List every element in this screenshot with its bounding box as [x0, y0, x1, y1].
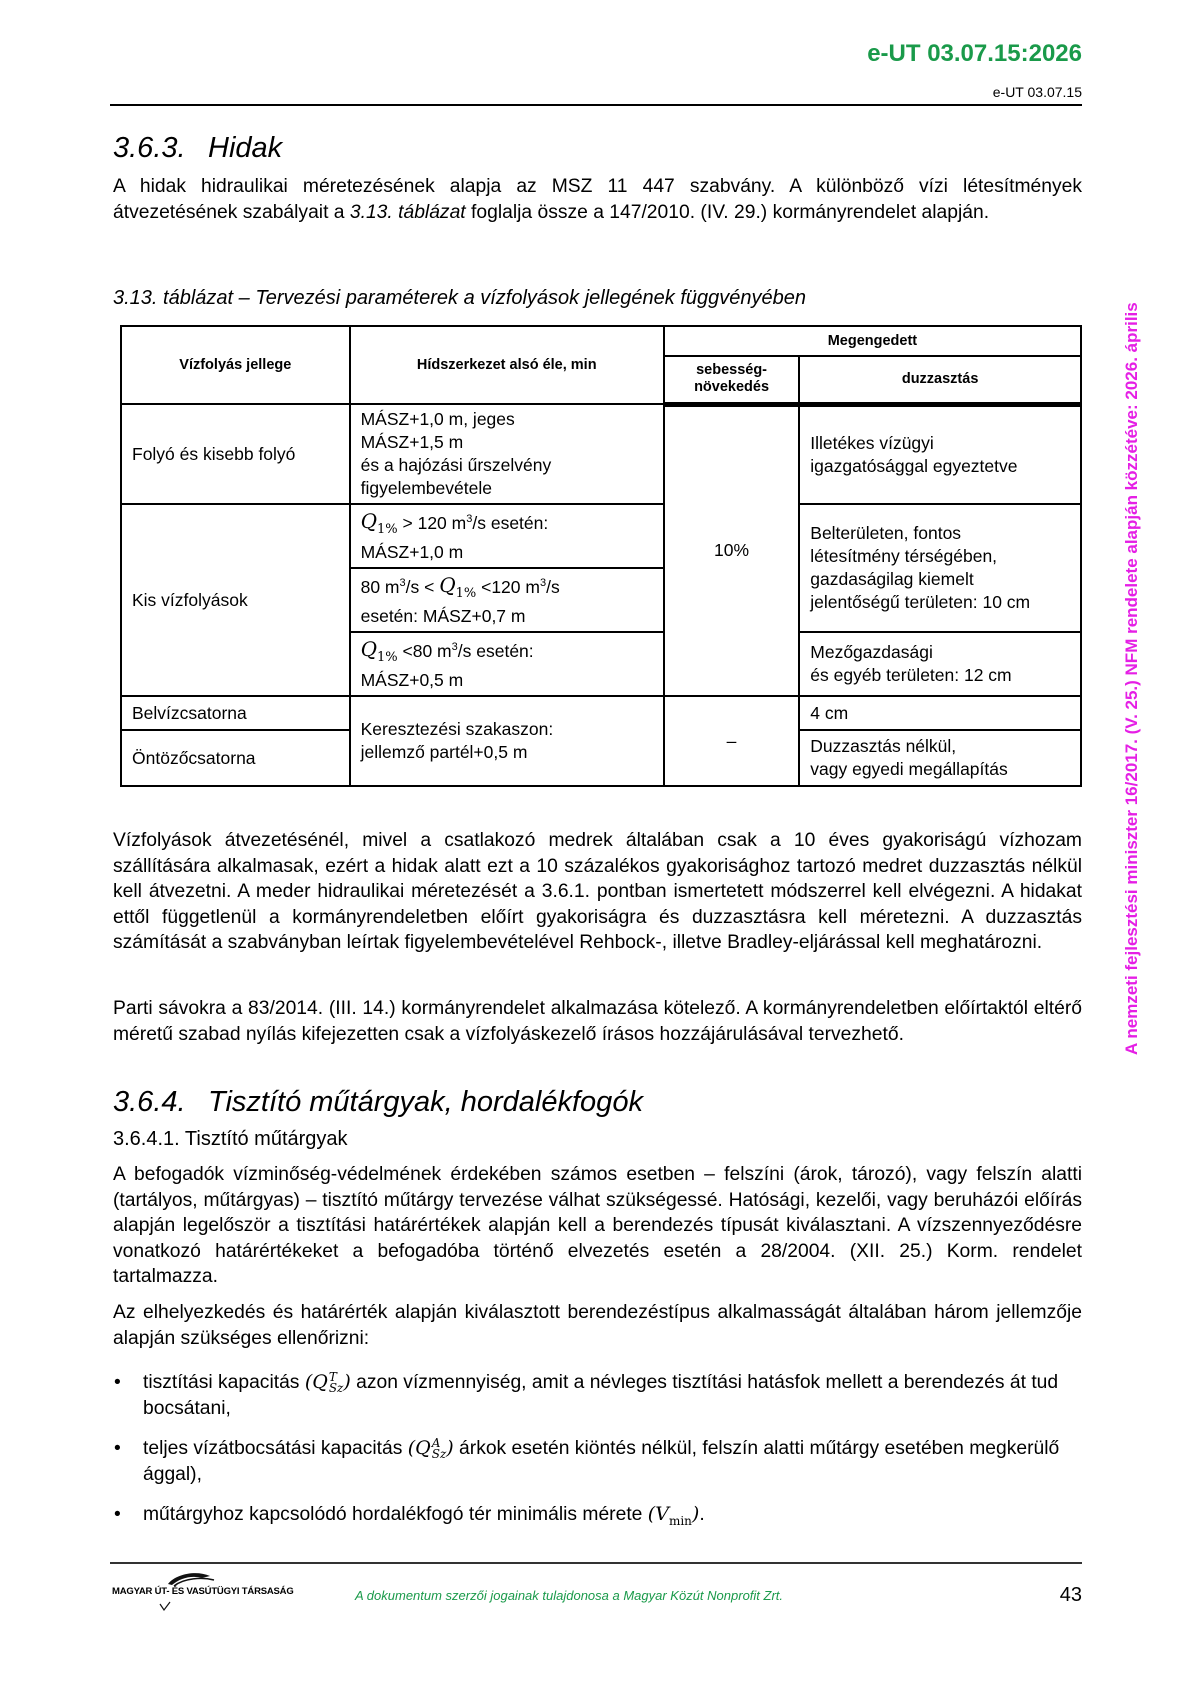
society-logo-text: MAGYAR ÚT- ÉS VASÚTÜGYI TÁRSASÁG — [112, 1586, 294, 1597]
table-row — [121, 504, 1081, 568]
cell-type: Folyó és kisebb folyó — [121, 404, 350, 504]
cell-edge: $Q_{1\%} > 120$ $m^3/s$ esetén: MÁSZ+1,0 m — [350, 504, 664, 568]
cell-type: Belvízcsatorna — [121, 696, 350, 730]
cell-damming: 4 cm — [799, 696, 1081, 730]
bullet-icon: • — [114, 1438, 121, 1459]
paragraph-watercourse-crossing: Vízfolyások átvezetésénél, mivel a csatlakozó medrek általában csak a 10 éves gyakoriságú vízhozam szállítására alkalmasak, ezért a hidak alatt ezt a 10 százalékos gyakorisághoz tartozó medret duzzasztás nélkül kell átvezetni. A meder hidraulikai méretezését a 3.6.1. pontban ismertetett módszerrel kell elvégezni. A hidakat ettől függetlenül a kormányrendeletben előírt gyakoriságra és duzzasztásra kell méretezni. A duzzasztás számítását a szabványban leírtak figyelembevételével Rehbock-, illetve Bradley-eljárással kell meghatározni. — [113, 830, 1082, 953]
section-title: Tisztító műtárgyak, hordalékfogók — [208, 1086, 643, 1118]
subsection-heading: 3.6.4.1. Tisztító műtárgyak — [113, 1128, 348, 1150]
list-item: • műtárgyhoz kapcsolódó hordalékfogó tér minimális mérete $(V_{min})$. — [114, 1503, 705, 1528]
section-heading-hidak — [113, 132, 282, 165]
design-parameters-table — [120, 325, 1082, 787]
section-title: Hidak — [208, 132, 283, 164]
document-code: e-UT 03.07.15:2026 — [867, 40, 1082, 67]
characteristics-list — [113, 1370, 1082, 1549]
list-item: • tisztítási kapacitás (Q T Sz ) azon vízmennyiség, amit a névleges tisztítási hatásfok mellett a berendezés át tud bocsátani, — [114, 1370, 1059, 1419]
header-divider — [110, 104, 1082, 106]
table-reference: 3.13. táblázat — [349, 201, 466, 223]
q-symbol: $Q_{1\%}$ — [439, 573, 477, 602]
header-permitted: Megengedett — [664, 326, 1081, 356]
cell-damming: Mezőgazdasági és egyéb területen: 12 cm — [799, 632, 1081, 696]
cell-edge: Keresztezési szakaszon: jellemző partél+0,5 m — [350, 696, 664, 786]
cell-damming: Duzzasztás nélkül, vagy egyedi megállapítás — [799, 730, 1081, 786]
cell-edge: $Q_{1\%} <80$ $m^3/s$ esetén: MÁSZ+0,5 m — [350, 632, 664, 696]
cell-type: Öntözőcsatorna — [121, 730, 350, 786]
section-number: 3.6.4. — [113, 1086, 186, 1118]
table-caption: 3.13. táblázat – Tervezési paraméterek a vízfolyások jellegének függvényében — [113, 287, 807, 309]
q-symbol: $Q_{1\%}$ — [360, 637, 398, 666]
copyright-note: A dokumentum szerzői jogainak tulajdonosa a Magyar Közút Nonprofit Zrt. — [355, 1588, 784, 1603]
cell-velocity-shared: 10% — [664, 404, 799, 696]
math-q-a-sz: (Q A Sz ) — [407, 1436, 454, 1461]
cell-edge: 80 $m^3/s < Q_{1\%} <120$ $m^3/s$ esetén: MÁSZ+0,7 m — [350, 568, 664, 632]
paragraph-bridges-intro: A hidak hidraulikai méretezésének alapja az MSZ 11 447 szabvány. A különböző vízi létesítmények átvezetésének szabályait a 3.13. táblázat foglalja össze a 147/2010. (IV. 29.) kormányrendelet alapján. — [113, 176, 1082, 223]
footer-divider — [110, 1562, 1082, 1564]
section-heading-cleaning-structures — [113, 1086, 643, 1119]
paragraph-water-quality: A befogadók vízminőség-védelmének érdekében számos esetben – felszíni (árok, tározó), vagy felszín alatti (tartályos, műtárgyas) – tisztító műtárgy tervezése válhat szükségessé. Hatósági, kezelői, vagy beruházói előírás alapján legelőször a tisztítási határértékek alapján kell a berendezés típusát kiválasztani. A vízszennyeződésre vonatkozó határértékeket a befogadóba történő elvezetés esetén a 28/2004. (XII. 25.) Korm. rendelet tartalmazza. — [113, 1164, 1082, 1287]
publication-side-note: A nemzeti fejlesztési miniszter 16/2017. (V. 25.) NFM rendelete alapján közzétéve: 2026. április — [1122, 302, 1141, 1055]
cell-type: Kis vízfolyások — [121, 504, 350, 696]
header-velocity-increase: sebesség-növekedés — [664, 356, 799, 404]
header-watercourse-type: Vízfolyás jellege — [121, 326, 350, 404]
document-code-small: e-UT 03.07.15 — [992, 84, 1082, 100]
paragraph-suitability-check: Az elhelyezkedés és határérték alapján kiválasztott berendezéstípus alkalmasságát általában három jellemzője alapján szükséges ellenőrizni: — [113, 1302, 1082, 1349]
page-number: 43 — [1059, 1584, 1082, 1606]
cell-damming: Belterületen, fontos létesítmény térségében, gazdaságilag kiemelt jelentőségű területen: 10 cm — [799, 504, 1081, 632]
math-q-t-sz: (Q T Sz ) — [304, 1370, 351, 1395]
header-damming: duzzasztás — [799, 356, 1081, 404]
table-row — [121, 404, 1081, 504]
paragraph-riparian-strips: Parti sávokra a 83/2014. (III. 14.) kormányrendelet alkalmazása kötelező. A kormányrendeletben előírtaktól eltérő méretű szabad nyílás kifejezetten csak a vízfolyáskezelő írásos hozzájárulásával tervezhető. — [113, 998, 1082, 1045]
cell-damming: Illetékes vízügyi igazgatósággal egyeztetve — [799, 404, 1081, 504]
table-row — [121, 696, 1081, 730]
bullet-icon: • — [114, 1504, 121, 1525]
section-number: 3.6.3. — [113, 132, 186, 164]
q-symbol: $Q_{1\%}$ — [360, 509, 398, 538]
math-v-min: $(V_{min})$ — [647, 1503, 700, 1528]
cell-edge: MÁSZ+1,0 m, jeges MÁSZ+1,5 m és a hajózási űrszelvény figyelembevétele — [350, 404, 664, 504]
bullet-icon: • — [114, 1372, 121, 1393]
header-bridge-edge: Hídszerkezet alsó éle, min — [350, 326, 664, 404]
list-item: • teljes vízátbocsátási kapacitás (Q A Sz ) árkok esetén kiöntés nélkül, felszín alatti műtárgy esetében megkerülő ággal), — [114, 1436, 1060, 1485]
cell-velocity: – — [664, 696, 799, 786]
